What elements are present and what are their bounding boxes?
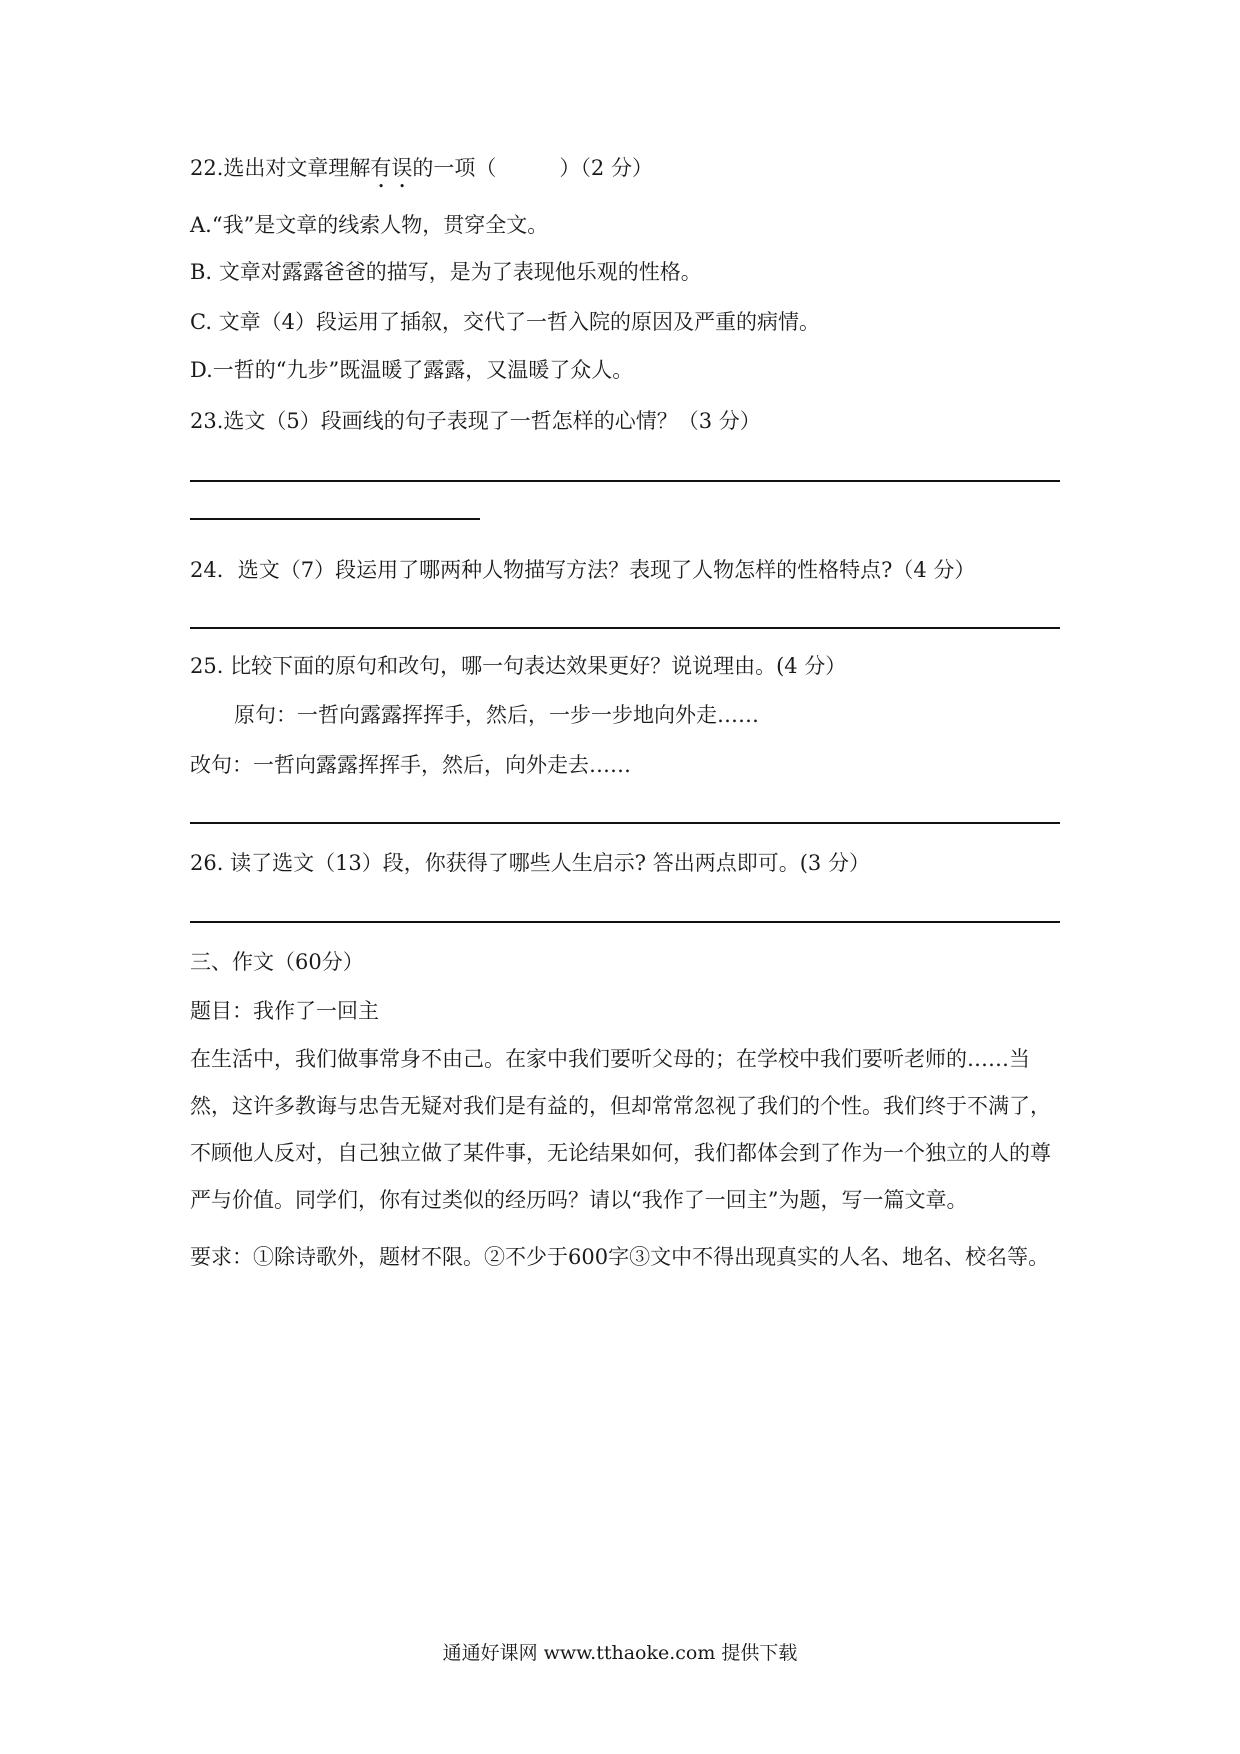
answer-line <box>190 518 480 520</box>
answer-line <box>190 921 1060 923</box>
footer-source: 通通好课网 www.tthaoke.com 提供下载 <box>442 1642 798 1664</box>
answer-line <box>190 480 1060 482</box>
essay-heading: 三、作文（60分） <box>190 950 364 974</box>
question-26-stem: 26. 读了选文（13）段，你获得了哪些人生启示? 答出两点即可。(3 分） <box>190 851 870 875</box>
question-25-stem: 25. 比较下面的原句和改句，哪一句表达效果更好？说说理由。(4 分） <box>190 654 847 678</box>
question-22-option-c: C. 文章（4）段运用了插叙，交代了一哲入院的原因及严重的病情。 <box>190 310 821 334</box>
essay-instructions: 在生活中，我们做事常身不由己。在家中我们要听父母的；在学校中我们要听老师的……当然，这许多教诲与忠告无疑对我们是有益的，但却常常忽视了我们的个性。我们终于不满了，不顾他人反对，自己独立做了某件事，无论结果如何，我们都体会到了作为一个独立的人的尊严与价值。同学们，你有过类似的经历吗？请以“我作了一回主”为题，写一篇文章。 <box>190 1047 1051 1212</box>
original-sentence: 原句：一哲向露露挥挥手，然后，一步一步地向外走…… <box>234 703 759 727</box>
question-22-stem: 22.选出对文章理解有误的一项（ ）（2 分） <box>190 156 653 180</box>
essay-topic: 题目：我作了一回主 <box>190 999 379 1023</box>
revised-sentence: 改句：一哲向露露挥挥手，然后，向外走去…… <box>190 753 631 777</box>
answer-line <box>190 627 1060 629</box>
question-23-stem: 23.选文（5）段画线的句子表现了一哲怎样的心情？（3 分） <box>190 409 761 433</box>
answer-line <box>190 822 1060 824</box>
essay-requirements: 要求：①除诗歌外，题材不限。②不少于600字③文中不得出现真实的人名、地名、校名等。 <box>190 1245 1050 1269</box>
question-22-option-b: B. 文章对露露爸爸的描写，是为了表现他乐观的性格。 <box>190 260 702 284</box>
question-22-option-d: D.一哲的“九步”既温暖了露露，又温暖了众人。 <box>190 358 634 382</box>
emphasis-text: 有误 <box>370 156 413 180</box>
question-22-option-a: A.“我”是文章的线索人物，贯穿全文。 <box>190 213 549 237</box>
question-24-stem: 24．选文（7）段运用了哪两种人物描写方法？表现了人物怎样的性格特点?（4 分） <box>190 558 976 582</box>
